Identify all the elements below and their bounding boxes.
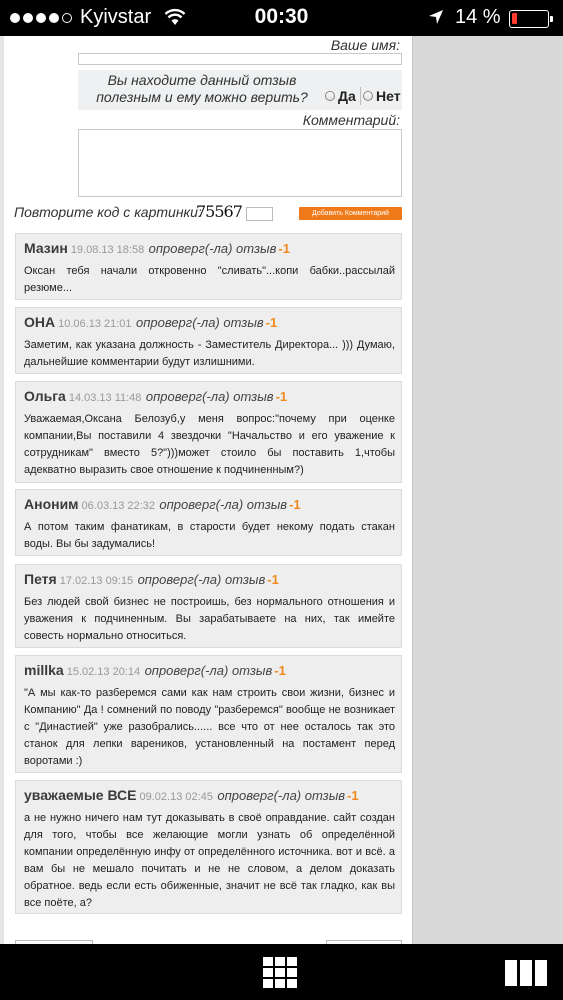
comment-score: -1 [275,389,288,404]
comment-action: опроверг(-ла) отзыв [135,315,264,330]
radio-yes-circle[interactable] [325,91,335,101]
captcha-label: Повторите код с картинки: [14,204,202,220]
comment-action: опроверг(-ла) отзыв [137,572,266,587]
location-arrow-icon [428,9,444,25]
battery-icon [509,10,549,28]
useful-question: Вы находите данный отзыв полезным и ему можно верить? [96,72,308,105]
useful-question-box [78,70,402,110]
captcha-image: 75567 [196,202,242,221]
radio-no[interactable]: Нет [363,88,401,104]
comment-text: Без людей свой бизнес не построишь, без нормального отношения и уважения к подчиненным. Вы зарабатываете на них, так имейте совесть нормально относиться. [24,596,395,642]
comment-item [15,564,402,648]
add-comment-button[interactable]: Добавить Комментарий [299,207,402,220]
browser-toolbar [0,944,563,1000]
web-viewport[interactable] [0,36,563,944]
comment-score: -1 [265,315,278,330]
comment-text: Оксан тебя начали откровенно "сливать"...копи бабки..рассылай резюме... [24,265,395,294]
tabs-icon[interactable] [505,960,547,986]
comment-text: "А мы как-то разберемся сами как нам строить свои жизни, бизнес и Компанию" Да ! сомнений по поводу "разберемся" вообще не возникает с "Династией" уже разобрались...... все что от нее осталось так это станок для лепки вареников, установленный на постамент перед воротами :) [24,687,395,767]
comment-author[interactable]: Ольга [24,388,66,404]
grid-icon[interactable] [263,957,299,989]
comment-item [15,780,402,914]
carrier-name: Kyivstar [80,6,152,28]
name-label: Ваше имя: [330,37,400,53]
comment-text: А потом таким фанатикам, в старости будет некому подать стакан воды. Вы бы задумались! [24,521,395,550]
comment-score: -1 [267,572,279,587]
comment-text: Заметим, как указана должность - Заместитель Директора... ))) Думаю, дальнейшие комментарии будут излишними. [24,339,395,368]
comment-author[interactable]: Аноним [24,496,79,512]
comment-date: 14.03.13 11:48 [68,392,142,404]
comment-item [15,655,402,773]
comment-item [15,381,402,483]
comment-date: 09.02.13 02:45 [139,791,213,803]
comment-score: -1 [274,663,286,678]
page-gutter [412,36,563,944]
clock: 00:30 [254,5,309,28]
comment-text: Уважаемая,Оксана Белозуб,у меня вопрос:"почему при оценке компании,Вы поставили 4 звездочки "Начальство и его уважение к сотрудникам" вместо 5?")))может стоило бы поставить 1,чтобы адекватно выразить свое отношение к подчиненным?) [24,413,395,476]
captcha-input[interactable] [246,207,273,221]
comment-author[interactable]: уважаемые ВСЕ [24,787,137,803]
comment-author[interactable]: Петя [24,571,57,587]
comment-text: а не нужно ничего нам тут доказывать в своё оправдание. сайт создан для того, чтобы все желающие могли узнать об определённой компании определённую инфу от определённого источника. вот и всё. а вам бы не мешало почитать и не не словом, а делом доказать обратное. ведь если есть обиженные, значит не всё так гладко, как вы все поёте, а? [24,812,395,909]
comment-author[interactable]: ОНА [24,314,56,330]
name-input[interactable] [78,53,402,65]
comment-date: 10.06.13 21:01 [58,318,132,330]
comment-date: 15.02.13 20:14 [66,666,141,678]
comment-score: -1 [278,241,290,256]
comment-date: 19.08.13 18:58 [70,244,145,256]
comment-item [15,489,402,556]
radio-yes[interactable]: Да [325,88,356,104]
radio-no-circle[interactable] [363,91,373,101]
status-bar [0,0,563,36]
comment-action: опроверг(-ла) отзыв [148,241,277,256]
comment-author[interactable]: Мазин [24,240,68,256]
comment-date: 17.02.13 09:15 [59,575,134,587]
comment-action: опроверг(-ла) отзыв [144,663,273,678]
comment-item [15,233,402,300]
comment-author[interactable]: millka [24,662,64,678]
battery-level [512,13,517,24]
comment-date: 06.03.13 22:32 [81,500,155,512]
comment-action: опроверг(-ла) отзыв [159,497,288,512]
comment-action: опроверг(-ла) отзыв [145,389,274,404]
comment-score: -1 [289,497,301,512]
comment-score: -1 [347,788,359,803]
battery-percent: 14 % [455,6,501,28]
comment-item [15,307,402,374]
comment-label: Комментарий: [302,112,400,128]
comment-textarea[interactable] [78,129,402,197]
comment-action: опроверг(-ла) отзыв [217,788,346,803]
